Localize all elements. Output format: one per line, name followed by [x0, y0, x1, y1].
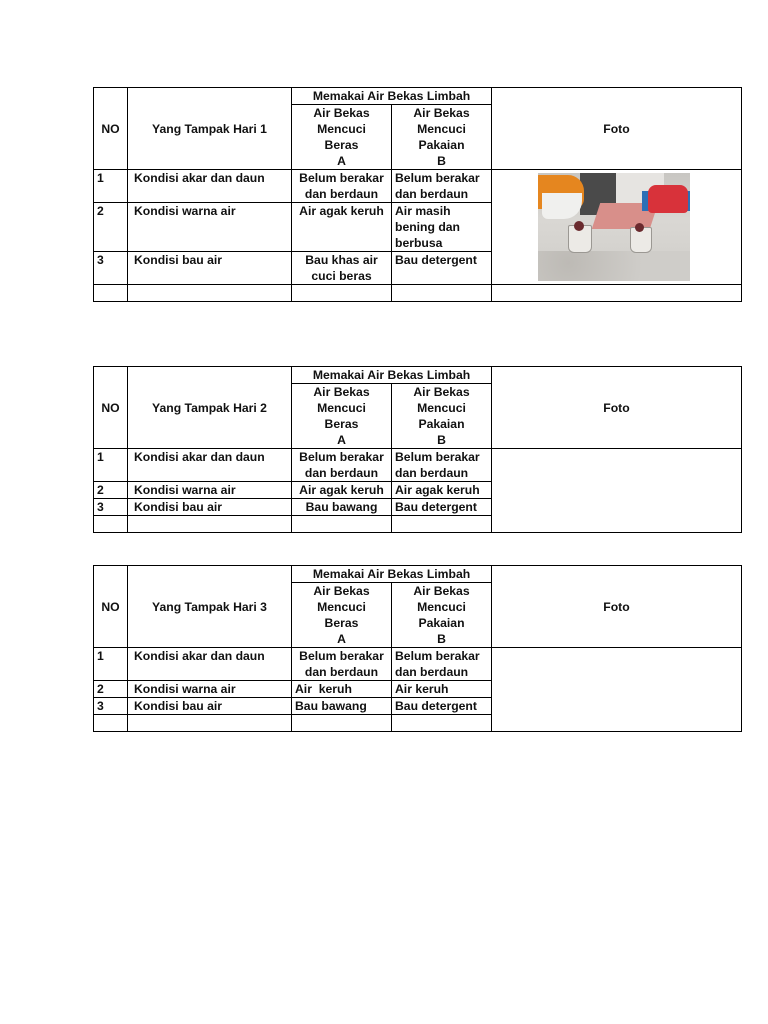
- header-item: Yang Tampak Hari 1: [128, 88, 292, 170]
- row-number: 2: [94, 482, 128, 499]
- header-col-b: Air Bekas Mencuci Pakaian B: [392, 583, 492, 648]
- row-item: Kondisi akar dan daun: [128, 449, 292, 482]
- row-value-b: Bau detergent: [392, 252, 492, 285]
- observation-table-day-3: [93, 565, 742, 732]
- row-value-a: Bau bawang: [292, 698, 392, 715]
- row-value-b: Air masih bening dan berbusa: [392, 203, 492, 252]
- header-no: NO: [94, 88, 128, 170]
- header-col-b: Air Bekas Mencuci Pakaian B: [392, 384, 492, 449]
- row-item: Kondisi akar dan daun: [128, 170, 292, 203]
- row-number: 3: [94, 252, 128, 285]
- row-number: 2: [94, 681, 128, 698]
- header-col-a: Air Bekas Mencuci Beras A: [292, 583, 392, 648]
- header-item: Yang Tampak Hari 2: [128, 367, 292, 449]
- row-number: 2: [94, 203, 128, 252]
- row-number: 1: [94, 170, 128, 203]
- header-group: Memakai Air Bekas Limbah: [292, 367, 492, 384]
- experiment-photo: [538, 173, 690, 281]
- header-col-a: Air Bekas Mencuci Beras A: [292, 105, 392, 170]
- header-col-a: Air Bekas Mencuci Beras A: [292, 384, 392, 449]
- observation-table-day-1: [93, 87, 742, 302]
- row-value-b: Belum berakar dan berdaun: [392, 170, 492, 203]
- header-group: Memakai Air Bekas Limbah: [292, 88, 492, 105]
- header-item: Yang Tampak Hari 3: [128, 566, 292, 648]
- row-value-a: Air agak keruh: [292, 482, 392, 499]
- row-item: Kondisi akar dan daun: [128, 648, 292, 681]
- header-col-b: Air Bekas Mencuci Pakaian B: [392, 105, 492, 170]
- table-row: [94, 648, 742, 681]
- header-no: NO: [94, 566, 128, 648]
- row-value-a: Air agak keruh: [292, 203, 392, 252]
- photo-cell-empty: [492, 648, 742, 732]
- row-value-a: Bau bawang: [292, 499, 392, 516]
- row-number: 1: [94, 648, 128, 681]
- table-row: [94, 170, 742, 203]
- row-number: 1: [94, 449, 128, 482]
- row-item: Kondisi warna air: [128, 203, 292, 252]
- row-value-a: Belum berakar dan berdaun: [292, 449, 392, 482]
- row-value-a: Bau khas air cuci beras: [292, 252, 392, 285]
- header-group: Memakai Air Bekas Limbah: [292, 566, 492, 583]
- blank-row: [94, 285, 742, 302]
- photo-cell-empty: [492, 449, 742, 533]
- header-foto: Foto: [492, 367, 742, 449]
- row-value-b: Bau detergent: [392, 698, 492, 715]
- row-item: Kondisi bau air: [128, 252, 292, 285]
- row-item: Kondisi warna air: [128, 482, 292, 499]
- observation-table-day-2: [93, 366, 742, 533]
- row-value-a: Belum berakar dan berdaun: [292, 648, 392, 681]
- row-number: 3: [94, 698, 128, 715]
- row-value-b: Air keruh: [392, 681, 492, 698]
- header-no: NO: [94, 367, 128, 449]
- header-foto: Foto: [492, 88, 742, 170]
- row-item: Kondisi warna air: [128, 681, 292, 698]
- row-value-b: Belum berakar dan berdaun: [392, 449, 492, 482]
- row-value-b: Air agak keruh: [392, 482, 492, 499]
- row-item: Kondisi bau air: [128, 698, 292, 715]
- header-foto: Foto: [492, 566, 742, 648]
- row-value-b: Bau detergent: [392, 499, 492, 516]
- row-item: Kondisi bau air: [128, 499, 292, 516]
- row-value-a: Air keruh: [292, 681, 392, 698]
- row-value-a: Belum berakar dan berdaun: [292, 170, 392, 203]
- row-value-b: Belum berakar dan berdaun: [392, 648, 492, 681]
- photo-cell: [492, 170, 742, 285]
- table-row: [94, 449, 742, 482]
- row-number: 3: [94, 499, 128, 516]
